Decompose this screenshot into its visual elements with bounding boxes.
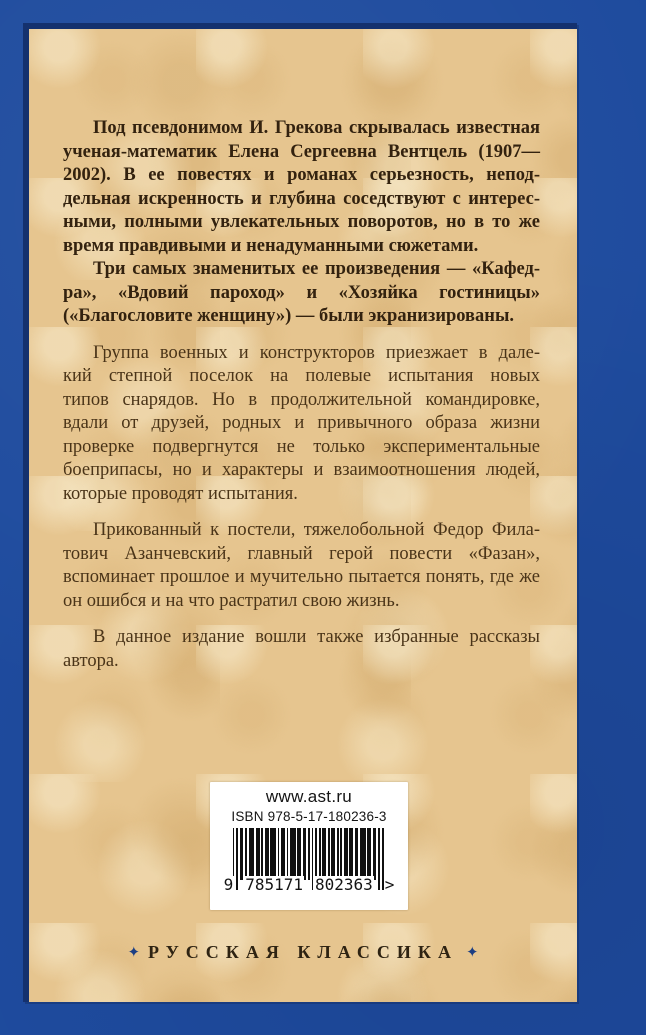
- barcode-digit-group: 785171: [245, 875, 303, 894]
- text-line: Под псевдонимом И. Грекова скрывалась известная: [93, 118, 540, 138]
- text-line: вспоминает прошлое и мучительно пытается понять, где же: [63, 567, 540, 587]
- isbn-label: ISBN 978-5-17-180236-3: [231, 809, 387, 824]
- diamond-ornament-icon: ✦: [127, 945, 141, 961]
- barcode-digit-group: >: [384, 875, 395, 894]
- text-line: тович Азанчевский, главный герой повести «Фазан»,: [63, 543, 540, 564]
- text-line: боеприпасы, но и характеры и взаимоотношения людей,: [63, 460, 540, 480]
- paragraph: [63, 519, 540, 613]
- barcode-digit-group: 802363: [315, 875, 373, 894]
- barcode-digit-group: 9: [223, 875, 234, 894]
- text-line: Группа военных и конструкторов приезжает в дале-: [93, 342, 540, 363]
- text-line: («Благословите женщину») — были экранизированы.: [63, 306, 515, 326]
- paragraph: [63, 117, 540, 258]
- text-line: типов снарядов. Но в продолжительной командировке,: [63, 389, 540, 410]
- paragraph: [63, 626, 540, 673]
- series-line: [29, 942, 577, 963]
- diamond-ornament-icon: ✦: [465, 945, 479, 961]
- text-line: 2002). В ее повестях и романах серьезность, непод-: [63, 165, 540, 185]
- publisher-website: www.ast.ru: [265, 787, 353, 806]
- text-line: вдали от друзей, родных и привычного образа жизни: [63, 413, 540, 433]
- text-line: которые проводят испытания.: [63, 483, 298, 504]
- text-line: ра», «Вдовий пароход» и «Хозяйка гостиницы»: [63, 282, 540, 303]
- series-label: РУССКАЯ КЛАССИКА: [148, 942, 458, 962]
- barcode-number: [223, 876, 396, 894]
- text-line: кий степной поселок на полевые испытания новых: [63, 366, 540, 386]
- barcode-box: [210, 782, 408, 910]
- annotation-block: [63, 117, 540, 673]
- text-line: ученая-математик Елена Сергеевна Вентцель (1907—: [63, 141, 540, 162]
- text-line: проверке подвергнутся не только экспериментальные: [63, 436, 540, 457]
- text-line: время правдивыми и ненадуманными сюжетами.: [63, 235, 479, 256]
- paragraph: [63, 258, 540, 329]
- text-line: В данное издание вошли также избранные рассказы: [93, 627, 540, 647]
- text-line: ными, полными увлекательных поворотов, но в то же: [63, 212, 540, 232]
- text-line: он ошибся и на что растратил свою жизнь.: [63, 590, 400, 611]
- text-line: Прикованный к постели, тяжелобольной Федор Фила-: [93, 520, 540, 540]
- paragraph: [63, 342, 540, 507]
- paper-panel: [23, 23, 577, 1002]
- text-line: автора.: [63, 650, 119, 671]
- text-line: дельная искренность и глубина соседствуют с интерес-: [63, 188, 540, 209]
- text-line: Три самых знаменитых ее произведения — «Кафед-: [93, 259, 540, 279]
